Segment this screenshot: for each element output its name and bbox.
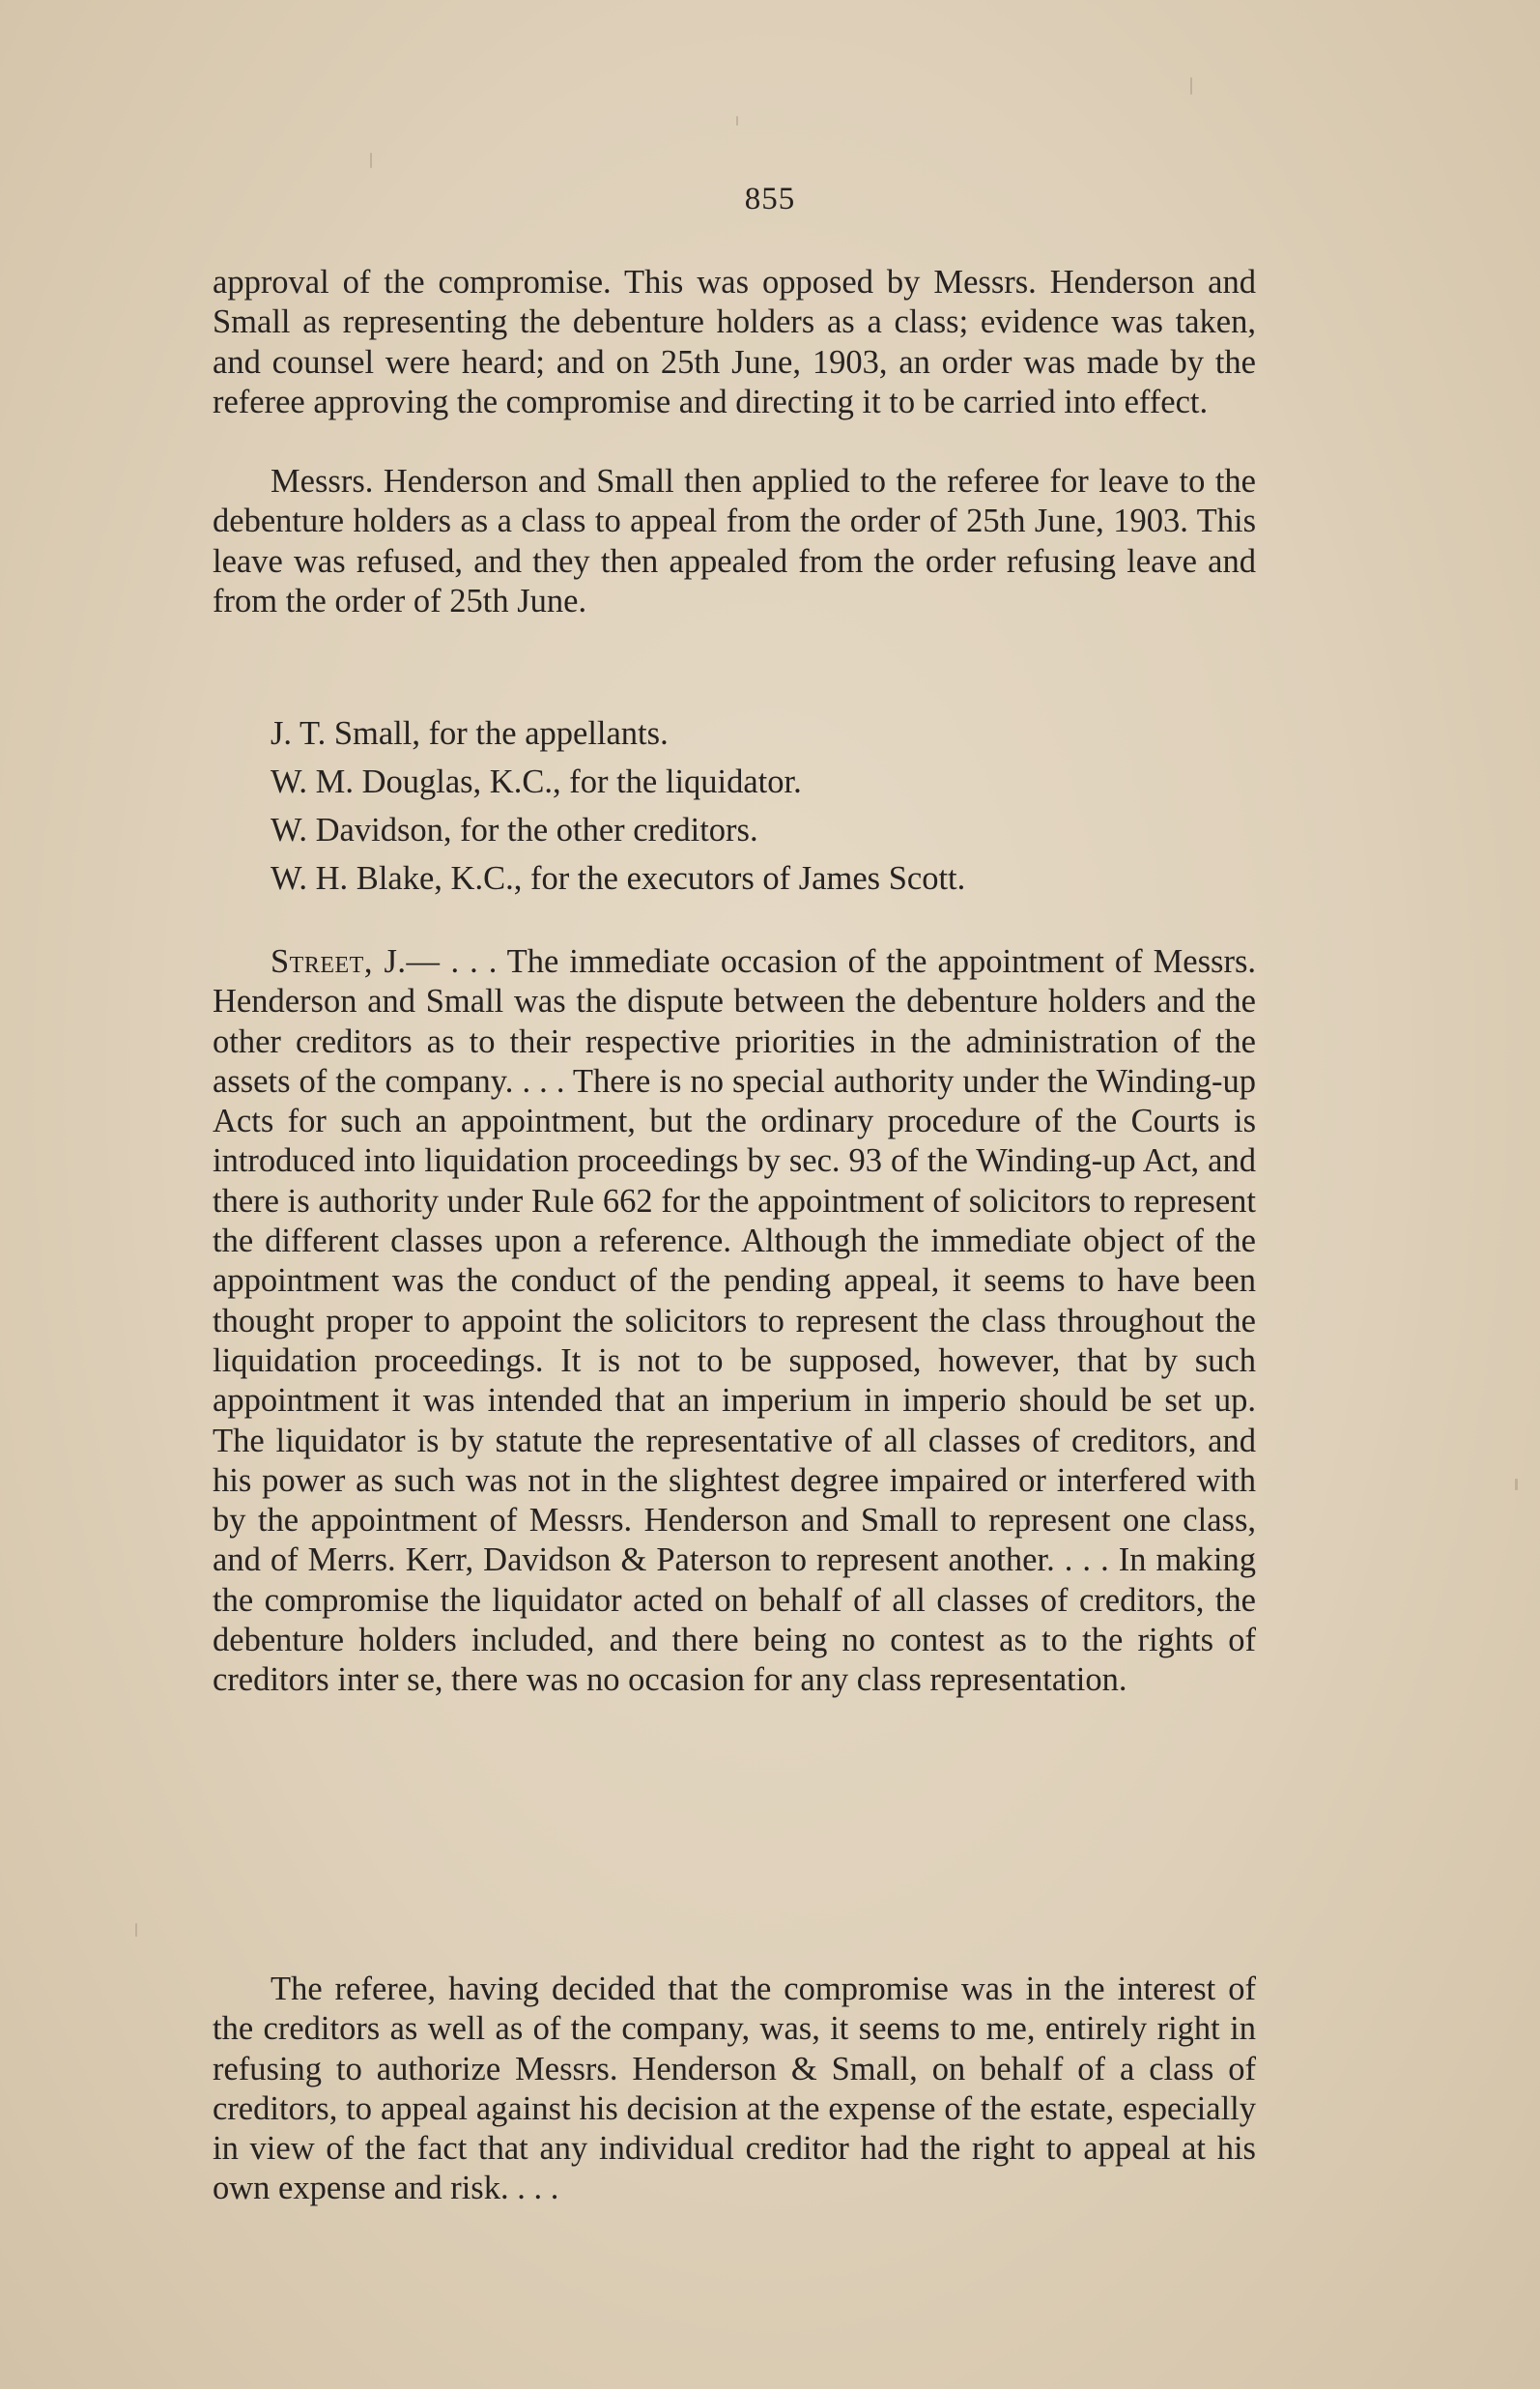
counsel-creditors: W. Davidson, for the other creditors. [271, 812, 758, 849]
counsel-liquidator: W. M. Douglas, K.C., for the liquidator. [271, 763, 802, 800]
judgment-paragraph [213, 942, 1256, 1701]
judgment-text: . . . The immediate occasion of the appointment of Messrs. Henderson and Small was the dispute between the debenture holders and the other creditors as to their respective priorities in the administration of the assets of the company. . . . There is no special authority under the Winding-up Acts for such an appointment, but the ordinary procedure of the Courts is introduced into liquidation proceedings by sec. 93 of the Winding-up Act, and there is authority under Rule 662 for the appointment of solicitors to represent the different classes upon a reference. Although the immediate object of the appointment was the conduct of the pending appeal, it seems to have been thought proper to appoint the solicitors to represent the class throughout the liquidation proceedings. It is not to be supposed, however, that by such appointment it was intended that an imperium in imperio should be set up. The liquidator is by statute the representative of all classes of creditors, and his power as such was not in the slightest degree impaired or interfered with by the appointment of Messrs. Henderson and Small to represent one class, and of Merrs. Kerr, Davidson & Paterson to represent another. . . . In making the compromise the liquidator acted on behalf of all classes of creditors, the debenture holders included, and there being no contest as to the rights of creditors inter se, there was no occasion for any class representation. [213, 943, 1256, 1699]
paper-speck [1515, 1479, 1518, 1490]
paragraph-2: Messrs. Henderson and Small then applied to the referee for leave to the debenture holders as a class to appeal from the order of 25th June, 1903. This leave was refused, and they then appealed from the order refusing leave and from the order of 25th June. [213, 463, 1256, 619]
paragraph-1: approval of the compromise. This was opposed by Messrs. Henderson and Small as representing the debenture holders as a class; evidence was taken, and counsel were heard; and on 25th June, 1903, an order was made by the referee approving the compromise and directing it to be carried into effect. [213, 264, 1256, 420]
paper-speck [370, 153, 372, 168]
paper-speck [736, 116, 738, 126]
counsel-list [271, 709, 1237, 903]
judge-name: Street, J.— [271, 943, 441, 980]
counsel-executors: W. H. Blake, K.C., for the executors of James Scott. [271, 860, 966, 897]
paper-speck [1190, 77, 1192, 95]
paragraph-4: The referee, having decided that the compromise was in the interest of the creditors as well as of the company, was, it seems to me, entirely right in refusing to authorize Messrs. Henderson & Small, on behalf of a class of creditors, to appeal against his decision at the expense of the estate, especially in view of the fact that any individual creditor had the right to appeal at his own expense and risk. . . . [213, 1971, 1256, 2207]
paper-speck [135, 1923, 137, 1937]
page-number: 855 [744, 182, 796, 216]
counsel-appellants: J. T. Small, for the appellants. [271, 715, 669, 752]
